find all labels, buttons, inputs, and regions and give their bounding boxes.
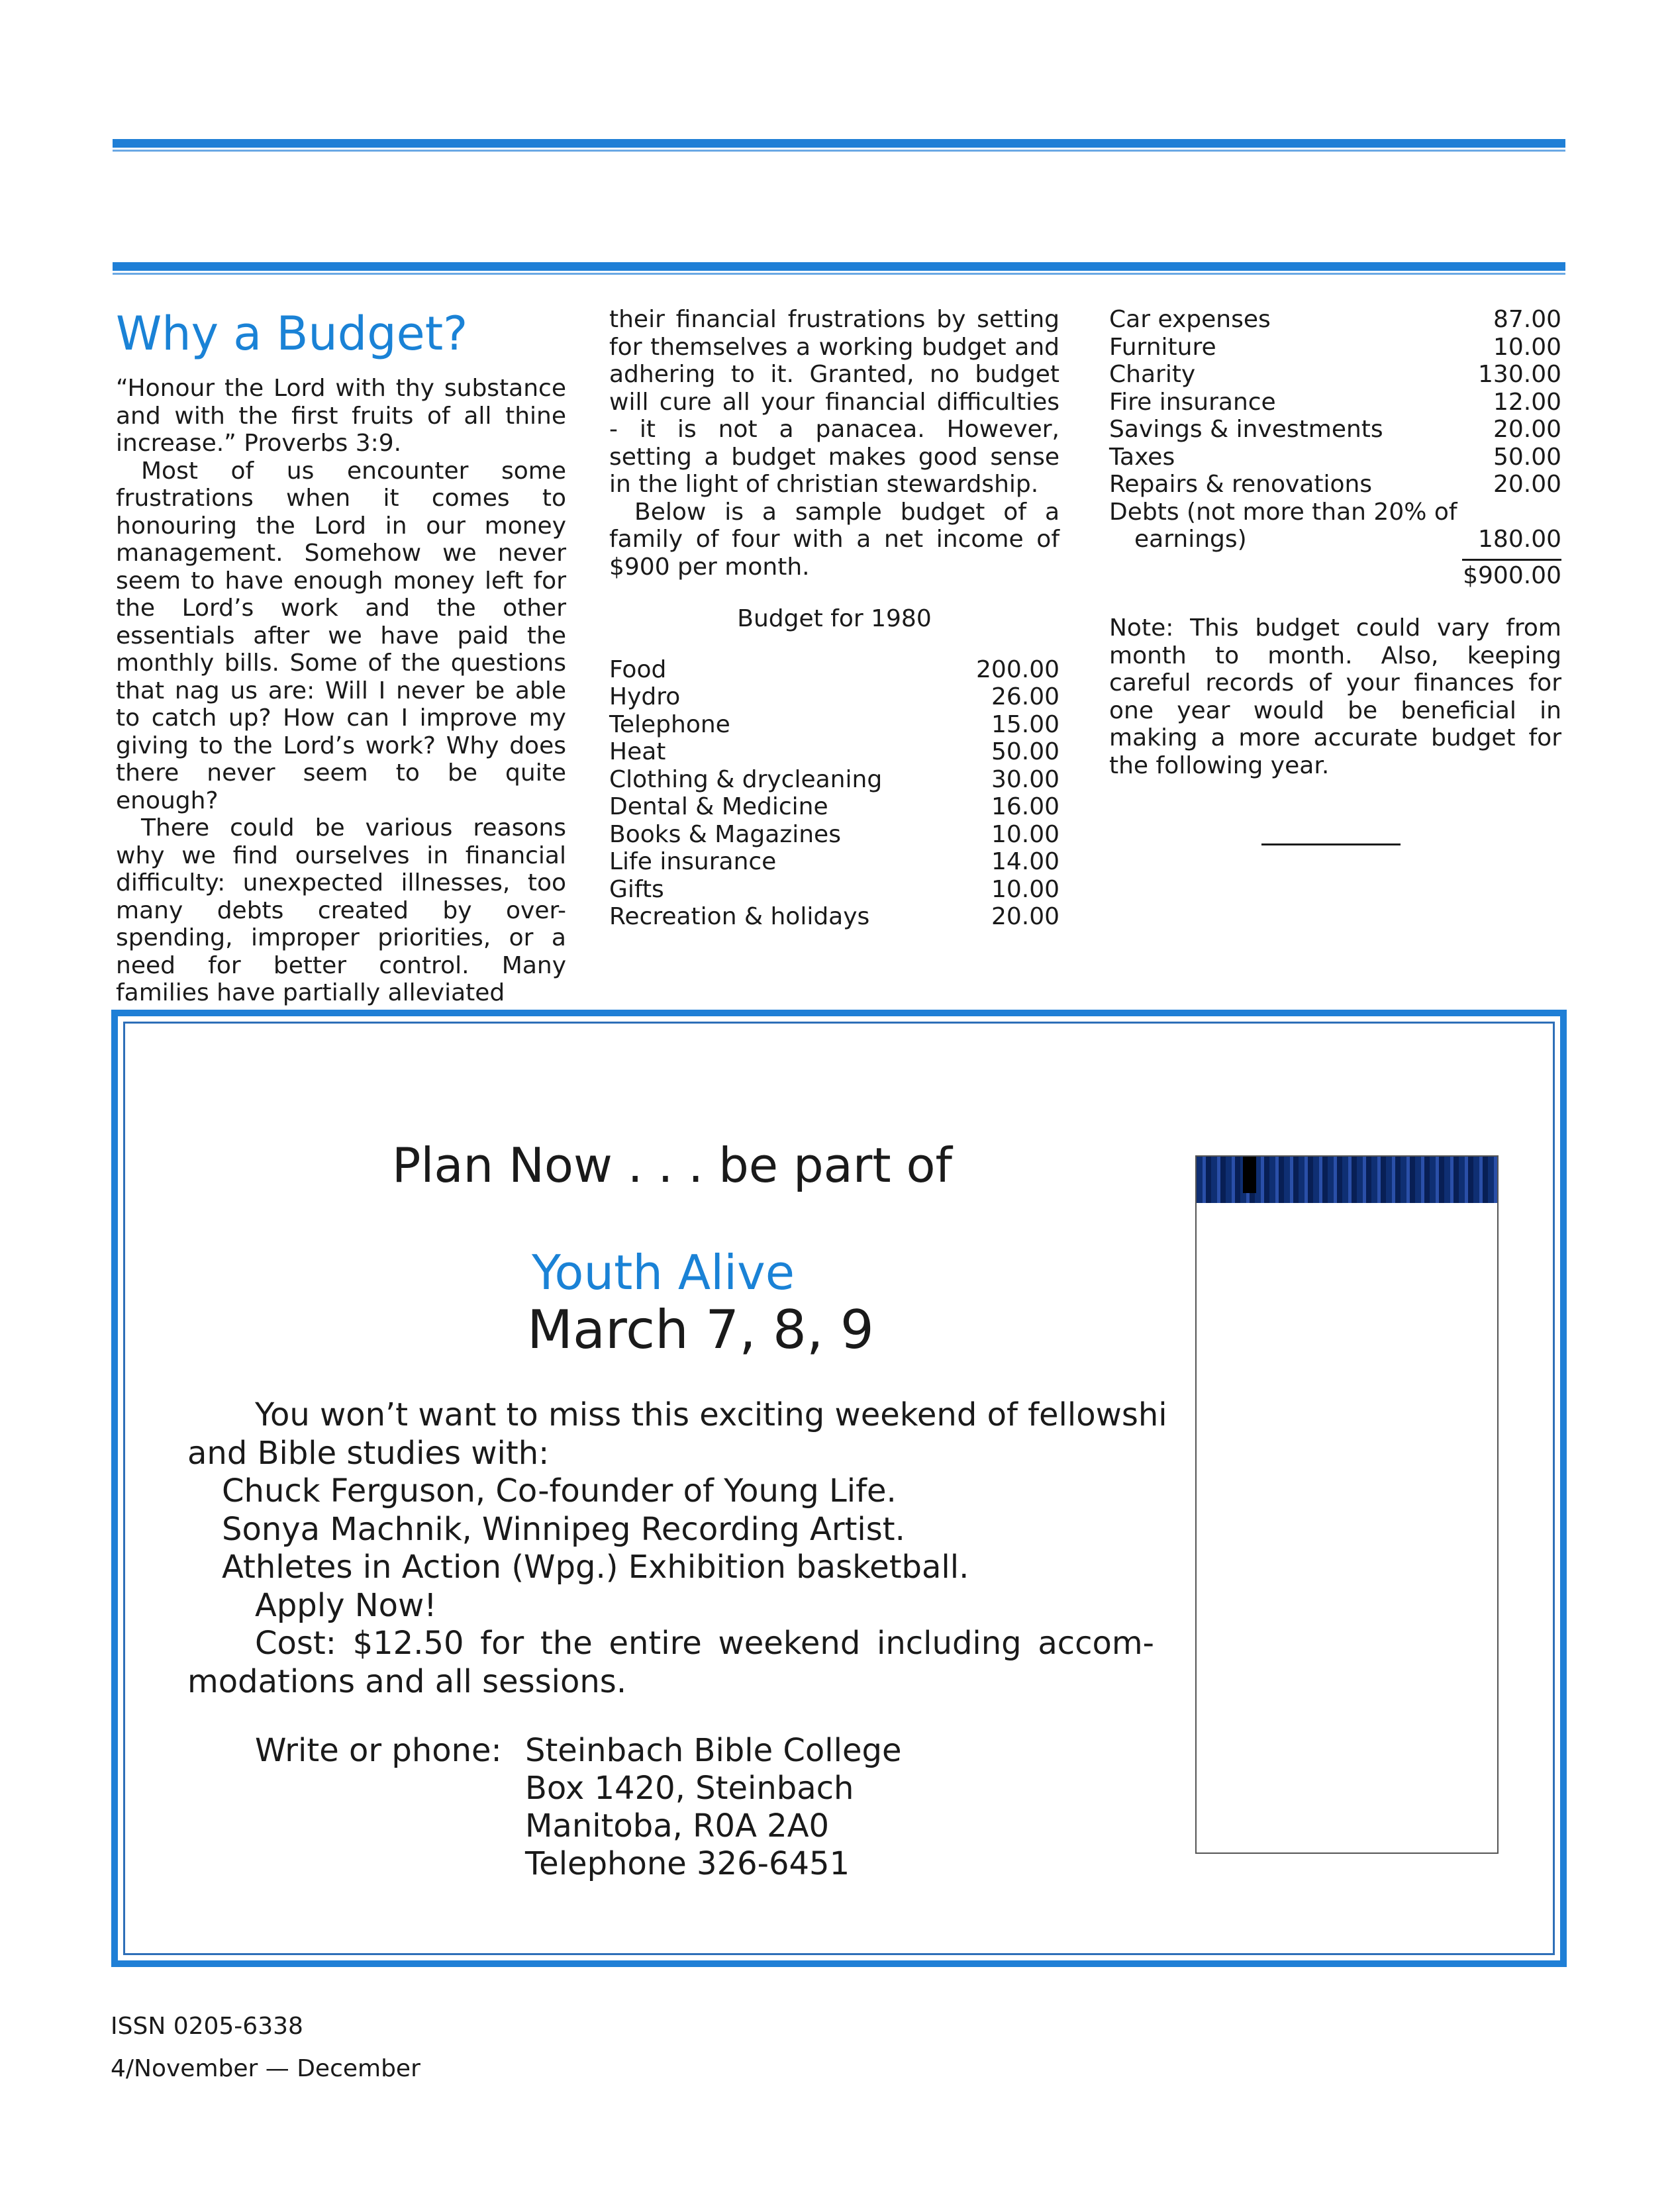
budget-row: [609, 903, 1059, 931]
budget-row: [609, 656, 1059, 684]
budget-amount: 30.00: [991, 765, 1059, 793]
budget-amount: 10.00: [1493, 333, 1561, 361]
ad-intro-line: and Bible studies with:: [187, 1435, 550, 1472]
ad-contact-line: Steinbach Bible College: [525, 1732, 902, 1769]
top-rule-thin: [113, 150, 1565, 152]
budget-row: [609, 821, 1059, 849]
budget-amount: 26.00: [991, 683, 1059, 710]
budget-item: Food: [609, 655, 667, 683]
budget-row-debts: [1109, 499, 1561, 553]
photo-dark-band: [1197, 1157, 1497, 1203]
budget-item: Furniture: [1109, 333, 1216, 361]
budget-item: Fire insurance: [1109, 388, 1276, 416]
end-separator: [1261, 843, 1401, 845]
budget-amount: 15.00: [991, 710, 1059, 738]
ad-contact-line: Box 1420, Steinbach: [525, 1770, 854, 1807]
sum-line: [1462, 559, 1561, 561]
article-column-3: [1109, 306, 1561, 779]
budget-row: [1109, 471, 1561, 499]
budget-item: Heat: [609, 738, 666, 765]
budget-item: Savings & investments: [1109, 416, 1383, 443]
budget-amount: 14.00: [991, 848, 1059, 875]
budget-row: [1109, 389, 1561, 416]
budget-item: Books & Magazines: [609, 820, 841, 848]
article-paragraph: Below is a sample budget of a family of four with a net income of $900 per month.: [609, 498, 1059, 581]
budget-item: Recreation & holidays: [609, 903, 870, 930]
ad-dates: March 7, 8, 9: [527, 1299, 874, 1361]
budget-amount: 20.00: [1493, 471, 1561, 498]
budget-amount: 50.00: [1493, 443, 1561, 471]
budget-item: Dental & Medicine: [609, 793, 828, 820]
ad-speaker: Athletes in Action (Wpg.) Exhibition basketball.: [222, 1549, 969, 1586]
article-title: Why a Budget?: [116, 307, 468, 361]
section-rule: [113, 262, 1565, 271]
ad-contact-line: Manitoba, R0A 2A0: [525, 1807, 830, 1845]
budget-row: [1109, 416, 1561, 444]
ad-intro-line: You won’t want to miss this exciting weekend of fellowshi: [255, 1396, 1167, 1433]
article-paragraph: Most of us encounter some frustrations when it comes to honouring the Lord in our money management. Somehow we never seem to have enough money left for the Lord’s work and the other essentials after we have paid the monthly bills. Some of the questions that nag us are: Will I never be able to catch up? How can I improve my giving to the Lord’s work? Why does there never seem to be quite enough?: [116, 457, 566, 814]
budget-total: $900.00: [1463, 561, 1561, 589]
budget-amount: 130.00: [1478, 361, 1561, 388]
ad-contact-line: Telephone 326-6451: [525, 1845, 850, 1882]
budget-item: Telephone: [609, 710, 730, 738]
ad-apply: Apply Now!: [255, 1587, 437, 1624]
budget-item: Clothing & drycleaning: [609, 765, 883, 793]
budget-amount: 200.00: [976, 655, 1059, 683]
ad-speaker: Chuck Ferguson, Co-founder of Young Life.: [222, 1472, 897, 1510]
budget-title: Budget for 1980: [737, 605, 932, 632]
issue-date: 4/November — December: [111, 2055, 420, 2082]
budget-item: Repairs & renovations: [1109, 471, 1373, 498]
budget-table-left: [609, 656, 1059, 931]
budget-amount: 10.00: [991, 875, 1059, 903]
budget-item: Gifts: [609, 875, 664, 903]
ad-event-name: Youth Alive: [532, 1245, 795, 1300]
budget-item: Car expenses: [1109, 306, 1271, 333]
article-paragraph: “Honour the Lord with thy substance and with the first fruits of all thine increase.” Proverbs 3:9.: [116, 375, 566, 457]
budget-amount: 87.00: [1493, 306, 1561, 333]
ad-contact-label: Write or phone:: [255, 1732, 502, 1769]
budget-row: [609, 711, 1059, 739]
budget-item: Life insurance: [609, 848, 777, 875]
article-column-2: [609, 306, 1059, 931]
budget-amount: 16.00: [991, 793, 1059, 820]
budget-item: Debts (not more than 20% of: [1109, 498, 1457, 526]
budget-row: [609, 683, 1059, 711]
budget-row: [1109, 306, 1561, 334]
budget-row: [609, 738, 1059, 766]
budget-item: earnings): [1134, 526, 1247, 553]
section-rule-thin: [113, 273, 1565, 275]
ad-speaker: Sonya Machnik, Winnipeg Recording Artist.: [222, 1511, 905, 1548]
budget-row: [609, 793, 1059, 821]
ad-headline: Plan Now . . . be part of: [392, 1137, 952, 1193]
budget-item: Hydro: [609, 683, 681, 710]
budget-amount: 50.00: [991, 738, 1059, 765]
budget-row: [1109, 361, 1561, 389]
budget-note: Note: This budget could vary from month to month. Also, keeping careful records of your finances for one year would be beneficial in making a more accurate budget for the following year.: [1109, 614, 1561, 779]
top-rule: [113, 139, 1565, 148]
budget-table-right: [1109, 306, 1561, 499]
budget-amount: 180.00: [1478, 526, 1561, 553]
budget-row: [1109, 334, 1561, 361]
article-column-1: [116, 306, 566, 1007]
ad-photo-placeholder: [1195, 1155, 1499, 1854]
ad-cost: Cost: $12.50 for the entire weekend including accom-: [255, 1625, 1154, 1662]
ad-cost: modations and all sessions.: [187, 1663, 627, 1700]
budget-item: Taxes: [1109, 443, 1175, 471]
budget-amount: 12.00: [1493, 388, 1561, 416]
article-paragraph: their financial frustrations by setting for themselves a working budget and adhering to it. Granted, no budget will cure all your financial difficulties - it is not a panacea. However, setting a budget makes good sense in the light of christian stewardship.: [609, 306, 1059, 498]
budget-row: [609, 876, 1059, 904]
budget-amount: 20.00: [991, 903, 1059, 930]
budget-amount: 10.00: [991, 820, 1059, 848]
budget-item: Charity: [1109, 361, 1196, 388]
budget-amount: 20.00: [1493, 416, 1561, 443]
issn: ISSN 0205-6338: [111, 2013, 303, 2040]
budget-row: [609, 848, 1059, 876]
article-paragraph: There could be various reasons why we find ourselves in financial difficulty: unexpected illnesses, too many debts created by over-spending, improper priorities, or a need for better control. Many families have partially alleviated: [116, 814, 566, 1006]
budget-row: [609, 766, 1059, 794]
budget-row: [1109, 444, 1561, 471]
